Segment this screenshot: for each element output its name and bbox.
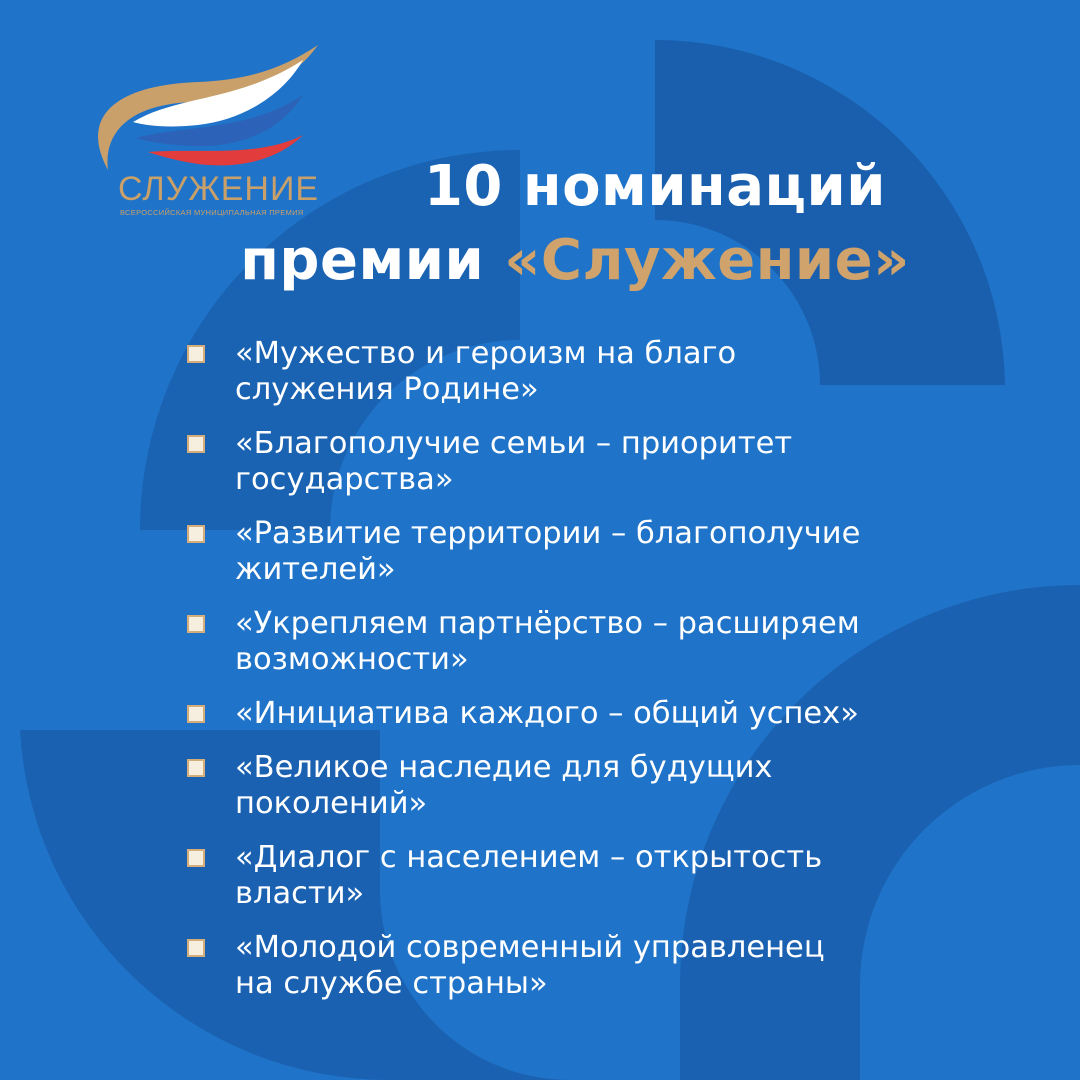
nomination-line-1: «Инициатива каждого – общий успех» (235, 696, 859, 731)
square-bullet-icon (187, 849, 205, 867)
nomination-line-2: поколений» (235, 786, 428, 821)
square-bullet-icon (187, 435, 205, 453)
nomination-line-2: возможности» (235, 642, 469, 677)
list-item (183, 930, 1043, 1002)
nomination-line-1: «Молодой современный управленец (235, 930, 825, 965)
list-item (183, 606, 1043, 678)
nomination-line-2: власти» (235, 876, 365, 911)
list-item (183, 426, 1043, 498)
square-bullet-icon (187, 345, 205, 363)
nomination-line-1: «Мужество и героизм на благо (235, 336, 737, 371)
list-item (183, 336, 1043, 408)
square-bullet-icon (187, 759, 205, 777)
title-accent: «Служение» (504, 228, 910, 293)
list-item (183, 840, 1043, 912)
square-bullet-icon (187, 615, 205, 633)
square-bullet-icon (187, 939, 205, 957)
nomination-line-2: государства» (235, 462, 454, 497)
square-bullet-icon (187, 705, 205, 723)
nomination-line-1: «Диалог с населением – открытость (235, 840, 823, 875)
nomination-line-1: «Благополучие семьи – приоритет (235, 426, 793, 461)
nomination-line-1: «Развитие территории – благополучие (235, 516, 861, 551)
list-item (183, 750, 1043, 822)
title-line-2-prefix: премии (240, 228, 505, 293)
nominations-list (183, 336, 1043, 1020)
list-item (183, 516, 1043, 588)
nomination-line-2: служения Родине» (235, 372, 539, 407)
list-item (183, 696, 1043, 732)
page-title (160, 150, 990, 298)
nomination-line-2: на службе страны» (235, 966, 548, 1001)
nomination-line-2: жителей» (235, 552, 396, 587)
square-bullet-icon (187, 525, 205, 543)
nomination-line-1: «Укрепляем партнёрство – расширяем (235, 606, 860, 641)
title-line-1: 10 номинаций (423, 154, 887, 219)
title-line-2 (160, 224, 990, 298)
logo-wordmark: СЛУЖЕНИЕ (118, 170, 320, 208)
logo-subtitle: ВСЕРОССИЙСКАЯ МУНИЦИПАЛЬНАЯ ПРЕМИЯ (120, 208, 304, 217)
nomination-line-1: «Великое наследие для будущих (235, 750, 773, 785)
